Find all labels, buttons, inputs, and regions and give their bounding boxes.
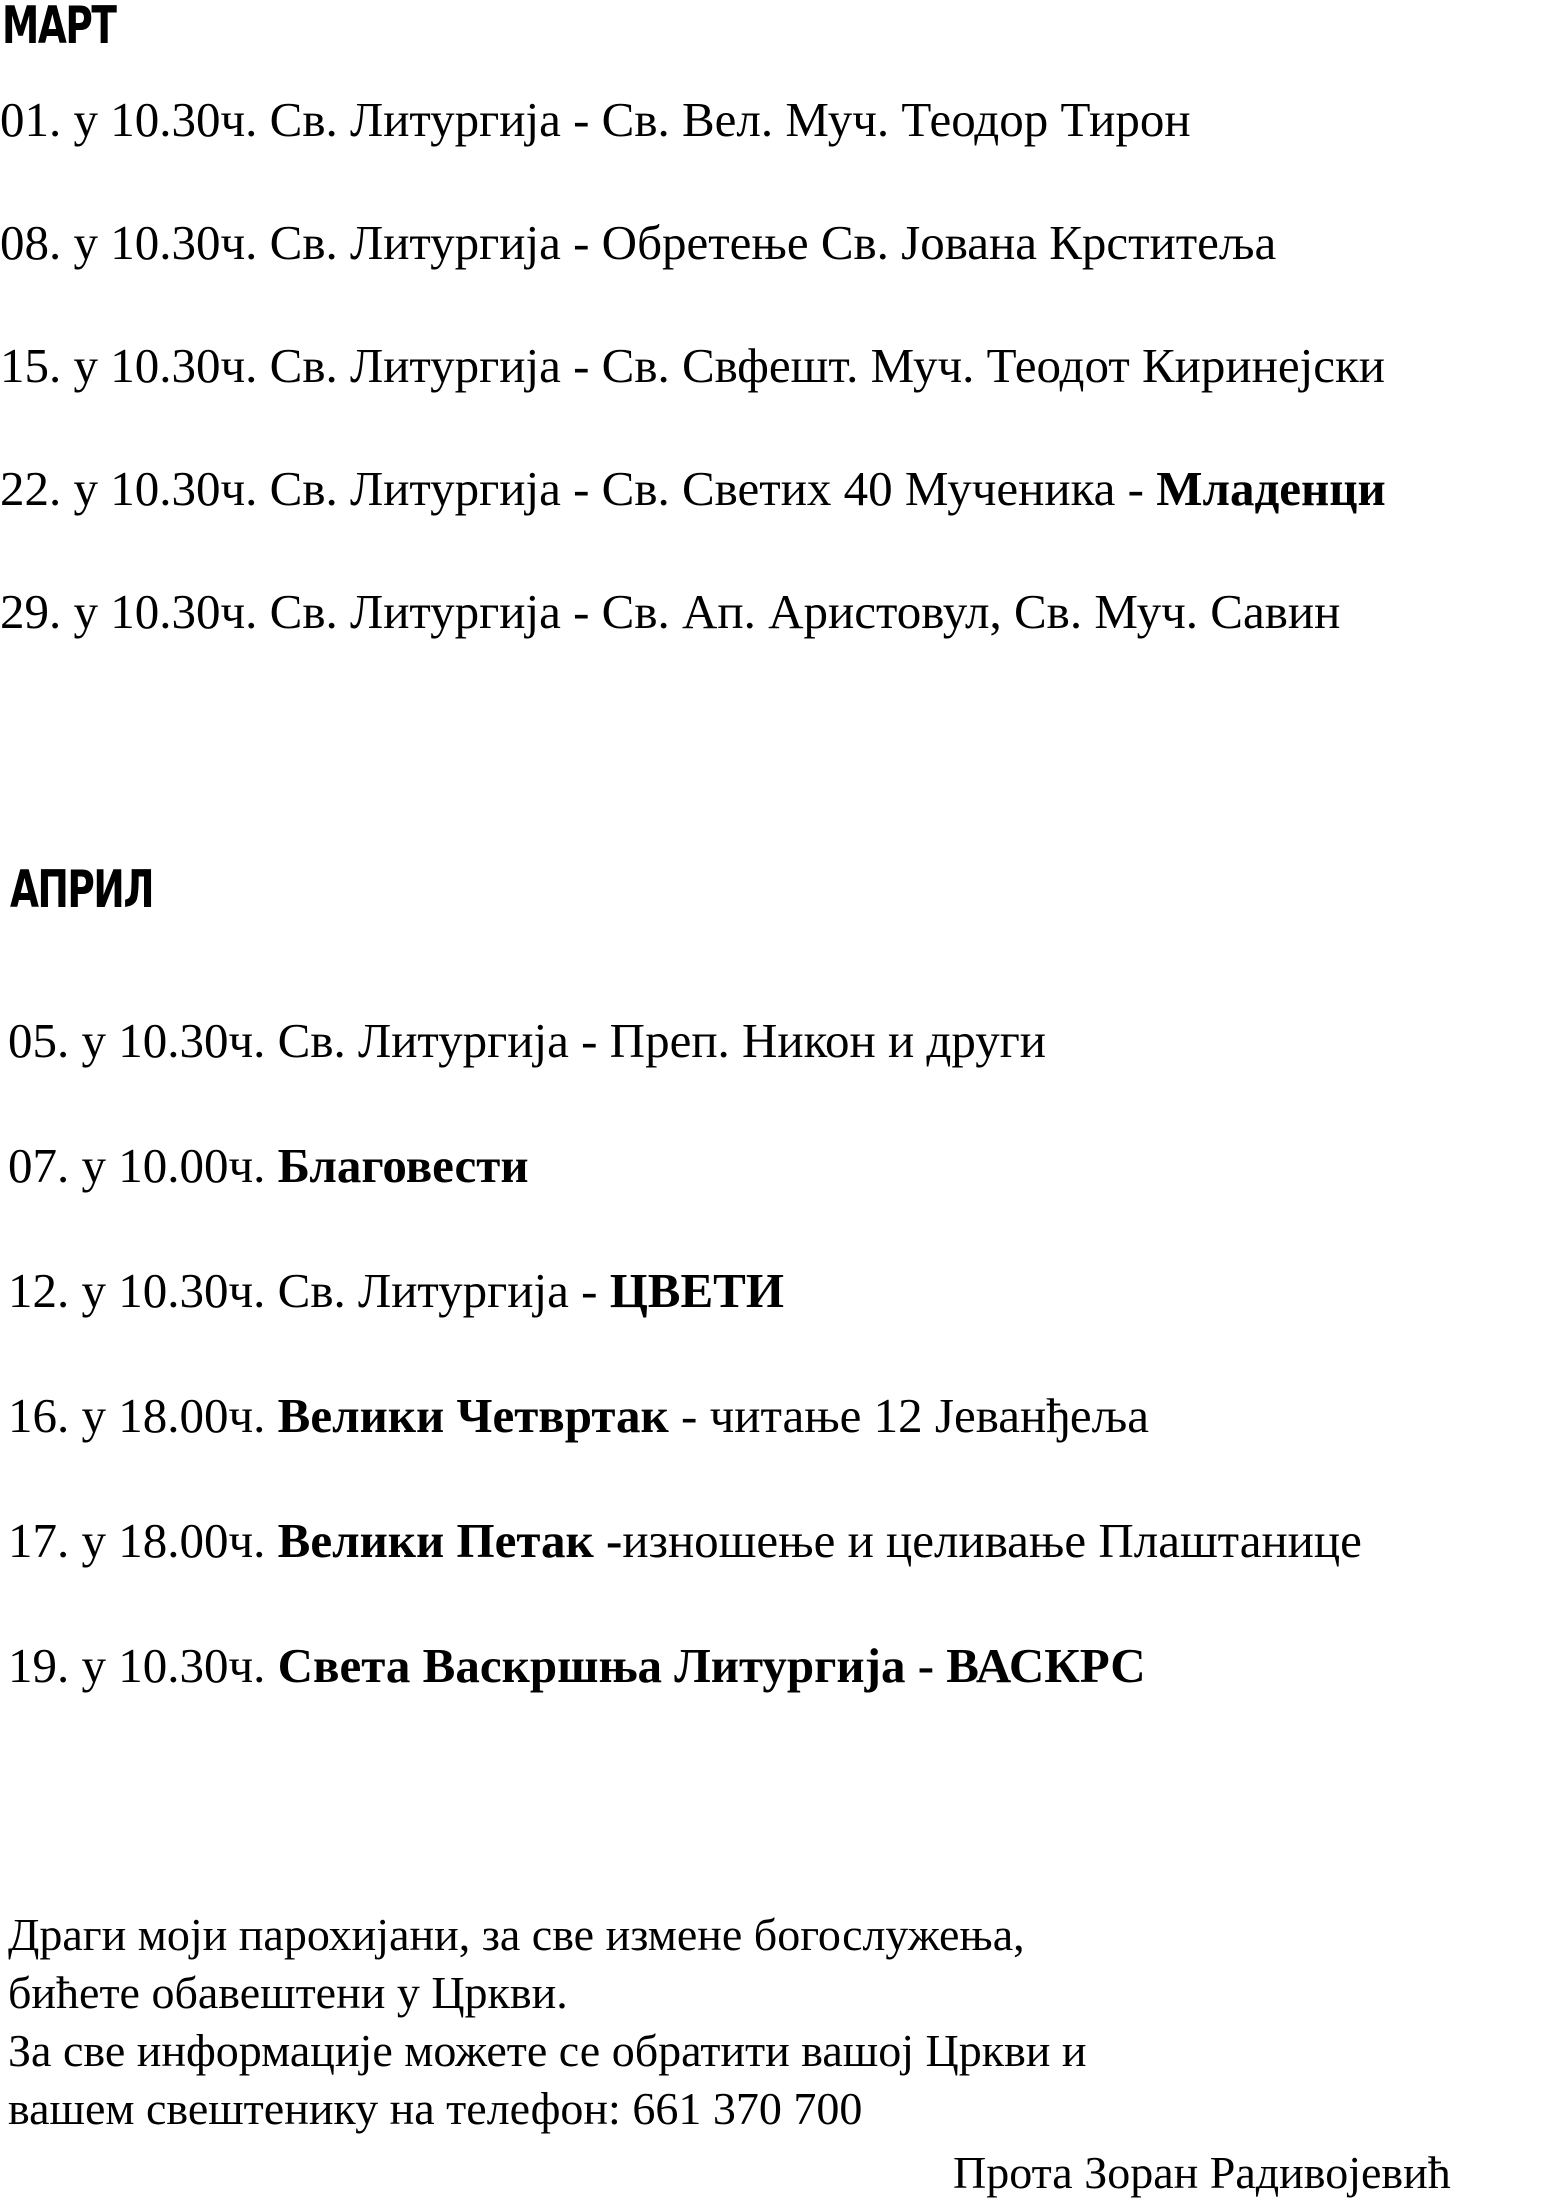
- note-line: За све информације можете се обратити вашој Цркви и: [8, 2025, 1087, 2076]
- schedule-entry: [8, 1138, 529, 1193]
- note-line: вашем свештенику на телефон: 661 370 700: [8, 2083, 863, 2134]
- schedule-entry: [8, 1638, 1146, 1693]
- entry-text: 16. у 18.00ч.: [8, 1388, 278, 1443]
- entry-bold-text: ЦВЕТИ: [609, 1263, 784, 1318]
- entry-bold-text: Света Васкршња Литургија - ВАСКРС: [277, 1638, 1146, 1693]
- entry-text: 01. у 10.30ч. Св. Литургија - Св. Вел. Муч. Теодор Тирон: [0, 92, 1191, 147]
- entry-bold-text: Младенци: [1156, 461, 1386, 516]
- schedule-entry: [8, 1513, 1362, 1568]
- entry-bold-text: Велики Четвртак: [277, 1388, 669, 1443]
- march-heading: МАРТ: [2, 0, 116, 56]
- note-line: Драги моји парохијани, за све измене богослужења,: [8, 1909, 1025, 1960]
- schedule-entry: [0, 584, 1341, 639]
- entry-bold-text: Благовести: [277, 1138, 529, 1193]
- april-heading: АПРИЛ: [10, 860, 153, 920]
- signature: Прота Зоран Радивојевић: [953, 2147, 1451, 2198]
- schedule-entry: [0, 338, 1385, 393]
- schedule-entry: [8, 1263, 784, 1318]
- note-line: бићете обавештени у Цркви.: [8, 1967, 568, 2018]
- entry-suffix: - читање 12 Јеванђеља: [668, 1388, 1149, 1443]
- entry-text: 29. у 10.30ч. Св. Литургија - Св. Ап. Аристовул, Св. Муч. Савин: [0, 584, 1341, 639]
- entry-suffix: изношење и целивање Плаштанице: [622, 1513, 1362, 1568]
- entry-bold-text: Велики Петак -: [277, 1513, 623, 1568]
- entry-text: 17. у 18.00ч.: [8, 1513, 278, 1568]
- schedule-entry: [8, 1388, 1149, 1443]
- entry-text: 15. у 10.30ч. Св. Литургија - Св. Свфешт. Муч. Теодот Киринејски: [0, 338, 1385, 393]
- schedule-entry: [0, 215, 1277, 270]
- schedule-entry: [0, 461, 1386, 516]
- schedule-entry: [0, 92, 1191, 147]
- entry-text: 08. у 10.30ч. Св. Литургија - Обретење Св. Јована Крститеља: [0, 215, 1277, 270]
- entry-text: 05. у 10.30ч. Св. Литургија - Преп. Никон и други: [8, 1013, 1047, 1068]
- entry-text: 19. у 10.30ч.: [8, 1638, 278, 1693]
- entry-text: 07. у 10.00ч.: [8, 1138, 278, 1193]
- schedule-entry: [8, 1013, 1047, 1068]
- entry-text: 22. у 10.30ч. Св. Литургија - Св. Светих 40 Мученика -: [0, 461, 1157, 516]
- entry-text: 12. у 10.30ч. Св. Литургија -: [8, 1263, 610, 1318]
